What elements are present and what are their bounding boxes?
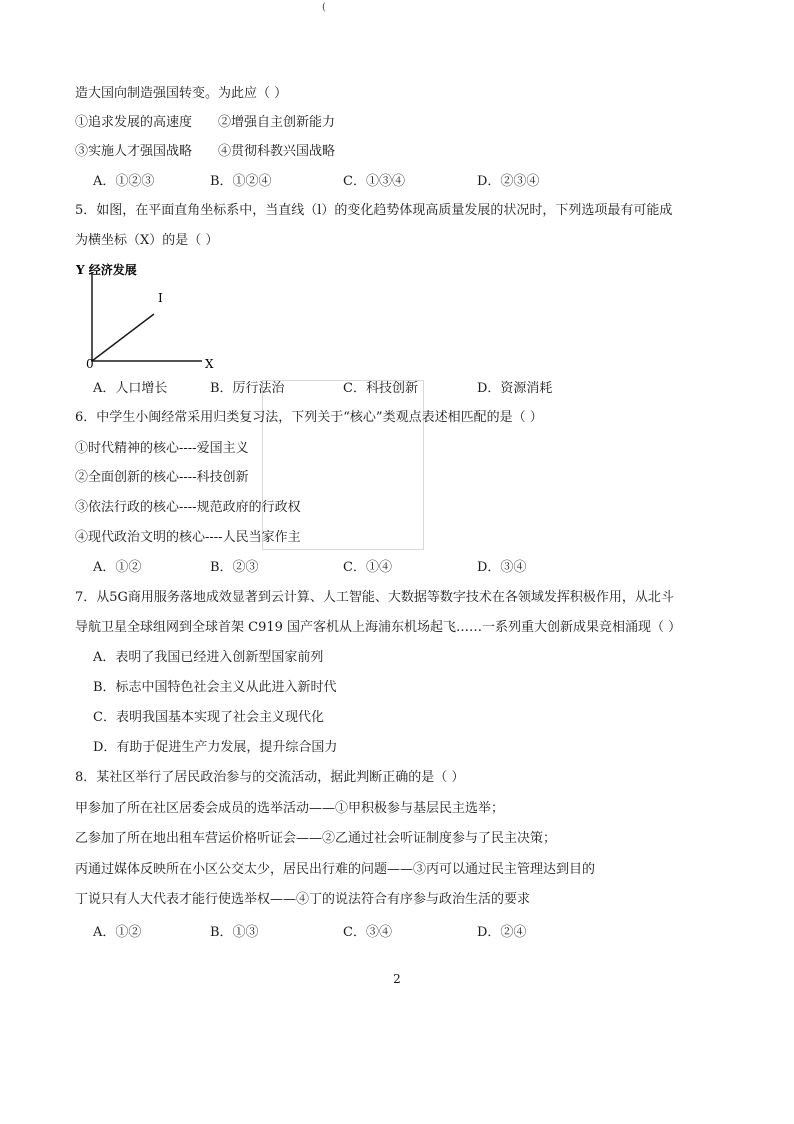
scan-mark: ( (322, 2, 326, 13)
q4-option-d: D．②③④ (477, 174, 540, 189)
q5-option-b: B．厉行法治 (210, 381, 285, 396)
trend-line (92, 314, 154, 361)
q5-stem-line2: 为横坐标（X）的是（ ） (75, 233, 219, 248)
q8-item-3: 丙通过媒体反映所在小区公交太少，居民出行难的问题——③丙可以通过民主管理达到目的 (75, 862, 596, 877)
q4-item-2: ②增强自主创新能力 (218, 115, 336, 130)
q6-item-1: ①时代精神的核心----爱国主义 (75, 441, 249, 456)
q4-item-4: ④贯彻科教兴国战略 (218, 144, 336, 159)
q8-item-1: 甲参加了所在社区居委会成员的选举活动——①甲积极参与基层民主选举； (75, 801, 505, 816)
q6-item-4: ④现代政治文明的核心----人民当家作主 (75, 530, 301, 545)
q7-option-c: C．表明我国基本实现了社会主义现代化 (93, 710, 324, 725)
q5-coordinate-graph (70, 258, 250, 378)
q4-stem: 造大国向制造强国转变。为此应（ ） (75, 86, 288, 101)
q5-option-a: A．人口增长 (93, 381, 168, 396)
q7-option-d: D．有助于促进生产力发展，提升综合国力 (93, 740, 338, 755)
q7-stem-line2: 导航卫星全球组网到全球首架 C919 国产客机从上海浦东机场起飞……一系列重大创新成果竞相涌现（ ） (75, 620, 682, 635)
q4-item-3: ③实施人才强国战略 (75, 144, 193, 159)
line-label: I (158, 291, 163, 305)
show-through-box (262, 380, 424, 550)
q4-option-a: A．①②③ (93, 174, 155, 189)
q4-option-b: B．①②④ (210, 174, 272, 189)
q4-item-1: ①追求发展的高速度 (75, 115, 193, 130)
origin-label: 0 (86, 357, 94, 371)
q8-option-c: C．③④ (343, 925, 392, 940)
q6-option-a: A．①② (93, 560, 142, 575)
q6-item-3: ③依法行政的核心----规范政府的行政权 (75, 500, 301, 515)
q6-option-b: B．②③ (210, 560, 259, 575)
q5-option-c: C．科技创新 (343, 381, 418, 396)
q6-stem: 6．中学生小闽经常采用归类复习法，下列关于“核心”类观点表述相匹配的是（ ） (75, 410, 543, 425)
q8-item-2: 乙参加了所在地出租车营运价格听证会——②乙通过社会听证制度参与了民主决策； (75, 831, 557, 846)
q8-option-b: B．①③ (210, 925, 259, 940)
q7-option-a: A．表明了我国已经进入创新型国家前列 (93, 650, 324, 665)
y-axis-label: Y 经济发展 (76, 263, 137, 277)
q8-option-a: A．①② (93, 925, 142, 940)
q6-option-d: D．③④ (477, 560, 527, 575)
q7-option-b: B．标志中国特色社会主义从此进入新时代 (93, 680, 337, 695)
q8-item-4: 丁说只有人大代表才能行使选举权——④丁的说法符合有序参与政治生活的要求 (75, 892, 531, 907)
q7-stem-line1: 7．从5G商用服务落地成效显著到云计算、人工智能、大数据等数字技术在各领域发挥积极作用，从北斗 (75, 590, 674, 605)
page-number: 2 (393, 972, 401, 986)
q5-stem-line1: 5．如图，在平面直角坐标系中，当直线（l）的变化趋势体现高质量发展的状况时，下列选项最有可能成 (75, 203, 673, 218)
q8-option-d: D．②④ (477, 925, 527, 940)
q4-option-c: C．①③④ (343, 174, 405, 189)
x-axis-label: X (205, 357, 214, 371)
q5-option-d: D．资源消耗 (477, 381, 553, 396)
q8-stem: 8．某社区举行了居民政治参与的交流活动，据此判断正确的是（ ） (75, 770, 465, 785)
q6-option-c: C．①④ (343, 560, 392, 575)
q6-item-2: ②全面创新的核心----科技创新 (75, 470, 249, 485)
